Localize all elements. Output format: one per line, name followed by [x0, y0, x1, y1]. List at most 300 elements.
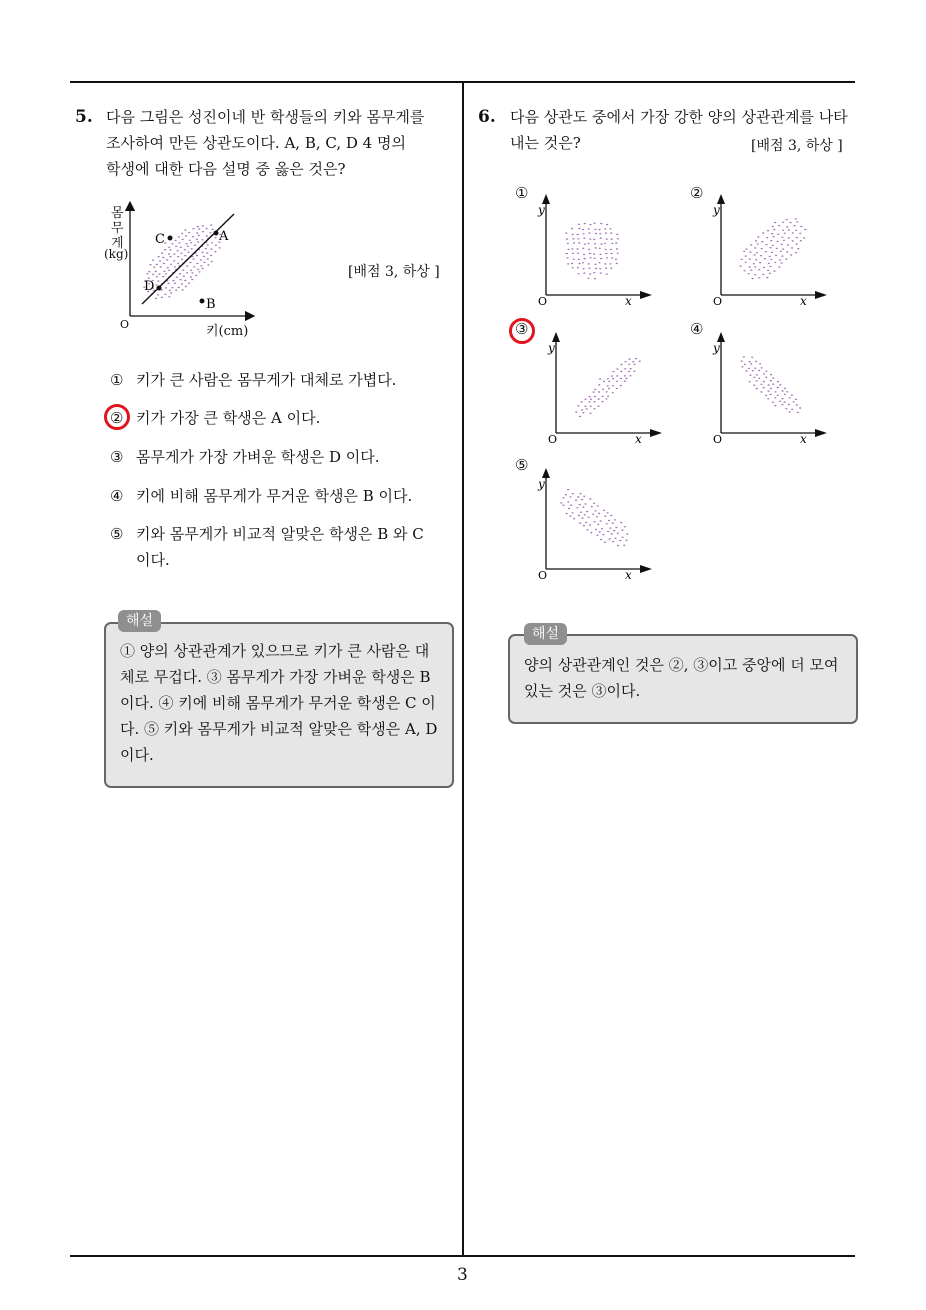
scatter-dot	[620, 378, 622, 379]
q5-option-2-text: 키가 가장 큰 학생은 A 이다.	[136, 409, 321, 427]
scatter-dot	[796, 237, 798, 238]
scatter-dot	[777, 395, 779, 396]
scatter-dot	[632, 361, 634, 362]
scatter-dot	[775, 255, 777, 256]
scatter-dot	[196, 232, 198, 233]
scatter-dot	[177, 256, 179, 257]
scatter-dot	[792, 232, 794, 233]
scatter-dot	[583, 496, 585, 497]
point-d-label: D	[144, 279, 155, 294]
scatter-dot	[575, 500, 577, 501]
scatter-dot	[584, 406, 586, 407]
q6-graph1-origin: O	[538, 295, 548, 307]
q6-graph2-mark: ②	[690, 184, 704, 202]
scatter-dot	[158, 273, 160, 274]
scatter-dot	[633, 371, 635, 372]
scatter-dot	[763, 381, 765, 382]
scatter-dot	[171, 287, 173, 288]
scatter-dot	[612, 385, 614, 386]
scatter-dot	[577, 273, 579, 274]
scatter-dot	[767, 230, 769, 231]
scatter-dot	[771, 233, 773, 234]
scatter-dot	[749, 266, 751, 267]
q6-graph2-origin: O	[713, 295, 723, 307]
scatter-dot	[626, 540, 628, 541]
scatter-dot	[609, 228, 611, 229]
scatter-dot	[781, 262, 783, 263]
scatter-dot	[635, 358, 637, 359]
scatter-dot	[598, 391, 600, 392]
scatter-dot	[566, 513, 568, 514]
scatter-dot	[753, 254, 755, 255]
scatter-dot	[749, 258, 751, 259]
scatter-dot	[795, 230, 797, 231]
q5-explanation-tab: 해설	[118, 610, 161, 632]
q6-graph3-x-label: x	[635, 432, 642, 445]
scatter-dot	[594, 243, 596, 244]
scatter-dot	[782, 230, 784, 231]
q5-number: 5.	[75, 107, 93, 127]
scatter-dot	[792, 240, 794, 241]
scatter-dot	[770, 388, 772, 389]
q6-explanation-line2: 있는 것은 ③이다.	[524, 682, 641, 700]
scatter-dot	[191, 272, 193, 273]
scatter-dot	[607, 531, 609, 532]
scatter-dot	[201, 239, 203, 240]
scatter-dot	[599, 378, 601, 379]
scatter-dot	[600, 237, 602, 238]
scatter-dot	[198, 228, 200, 229]
scatter-dot	[799, 233, 801, 234]
scatter-dot	[779, 401, 781, 402]
scatter-dot	[609, 263, 611, 264]
scatter-dot	[624, 381, 626, 382]
scatter-dot	[769, 247, 771, 248]
scatter-dot	[596, 535, 598, 536]
scatter-dot	[200, 265, 202, 266]
scatter-dot	[781, 244, 783, 245]
scatter-dot	[609, 527, 611, 528]
scatter-dot	[624, 526, 626, 527]
scatter-dot	[621, 537, 623, 538]
scatter-dot	[581, 499, 583, 500]
scatter-dot	[594, 389, 596, 390]
scatter-dot	[797, 412, 799, 413]
scatter-dot	[777, 387, 779, 388]
scatter-dot	[587, 278, 589, 279]
scatter-dot	[183, 276, 185, 277]
scatter-dot	[596, 516, 598, 517]
scatter-dot	[770, 240, 772, 241]
scatter-dot	[754, 266, 756, 267]
scatter-dot	[197, 226, 199, 227]
scatter-dot	[607, 512, 609, 513]
scatter-dot	[211, 248, 213, 249]
scatter-dot	[588, 232, 590, 233]
bottom-rule	[70, 1255, 855, 1257]
scatter-dot	[161, 297, 163, 298]
scatter-dot	[606, 523, 608, 524]
scatter-dot	[771, 252, 773, 253]
scatter-dot	[781, 398, 783, 399]
scatter-dot	[785, 408, 787, 409]
scatter-dot	[190, 242, 192, 243]
scatter-dot	[791, 395, 793, 396]
scatter-dot	[762, 274, 764, 275]
scatter-dot	[605, 249, 607, 250]
scatter-dot	[760, 391, 762, 392]
scatter-dot	[600, 243, 602, 244]
scatter-dot	[758, 269, 760, 270]
scatter-dot	[745, 255, 747, 256]
q5-option-1[interactable]	[110, 367, 396, 393]
scatter-dot	[184, 249, 186, 250]
scatter-dot	[157, 294, 159, 295]
scatter-dot	[585, 522, 587, 523]
scatter-dot	[741, 259, 743, 260]
scatter-dot	[749, 361, 751, 362]
scatter-dot	[612, 392, 614, 393]
scatter-dot	[177, 263, 179, 264]
scatter-dot	[774, 391, 776, 392]
scatter-dot	[169, 256, 171, 257]
scatter-dot	[610, 232, 612, 233]
q5-text-line1: 다음 그림은 성진이네 반 학생들의 키와 몸무게를	[106, 108, 425, 126]
scatter-dot	[769, 256, 771, 257]
scatter-dot	[583, 237, 585, 238]
scatter-dot	[628, 358, 630, 359]
scatter-dot	[165, 287, 167, 288]
scatter-dot	[610, 253, 612, 254]
scatter-dot	[788, 229, 790, 230]
scatter-dot	[758, 370, 760, 371]
scatter-dot	[590, 532, 592, 533]
scatter-dot	[611, 238, 613, 239]
scatter-dot	[198, 271, 200, 272]
q5-option-5[interactable]	[110, 521, 424, 547]
scatter-dot	[605, 253, 607, 254]
scatter-dot	[620, 522, 622, 523]
scatter-dot	[568, 508, 570, 509]
scatter-dot	[784, 233, 786, 234]
scatter-dot	[179, 273, 181, 274]
scatter-dot	[617, 545, 619, 546]
scatter-dot	[560, 502, 562, 503]
scatter-dot	[607, 396, 609, 397]
scatter-dot	[743, 356, 745, 357]
scatter-dot	[753, 263, 755, 264]
scatter-dot	[196, 239, 198, 240]
scatter-dot	[572, 493, 574, 494]
scatter-dot	[593, 391, 595, 392]
scatter-dot	[790, 222, 792, 223]
scatter-dot	[173, 253, 175, 254]
q5-option-2[interactable]	[110, 405, 320, 431]
scatter-dot	[791, 409, 793, 410]
scatter-dot	[181, 283, 183, 284]
scatter-dot	[193, 266, 195, 267]
scatter-dot	[785, 258, 787, 259]
scatter-dot	[210, 224, 212, 225]
q5-option-3-mark: ③	[110, 448, 124, 466]
scatter-dot	[577, 253, 579, 254]
q6-graph2-x-label: x	[800, 294, 807, 307]
scatter-dot	[589, 273, 591, 274]
scatter-dot	[612, 541, 614, 542]
scatter-dot	[750, 363, 752, 364]
scatter-dot	[607, 385, 609, 386]
q6-graph5-mark: ⑤	[515, 456, 529, 474]
scatter-dot	[184, 229, 186, 230]
scatter-dot	[796, 221, 798, 222]
q5-y-label-1: 몸	[111, 206, 124, 221]
scatter-dot	[624, 375, 626, 376]
scatter-dot	[755, 361, 757, 362]
scatter-dot	[188, 282, 190, 283]
scatter-dot	[772, 226, 774, 227]
scatter-dot	[770, 374, 772, 375]
scatter-dot	[175, 290, 177, 291]
scatter-dot	[761, 248, 763, 249]
scatter-dot	[793, 401, 795, 402]
q5-option-4-mark: ④	[110, 487, 124, 505]
scatter-dot	[146, 273, 148, 274]
scatter-dot	[607, 378, 609, 379]
scatter-dot	[804, 229, 806, 230]
scatter-dot	[566, 238, 568, 239]
scatter-dot	[189, 262, 191, 263]
scatter-dot	[778, 225, 780, 226]
scatter-dot	[215, 245, 217, 246]
q5-option-3[interactable]	[110, 444, 380, 470]
scatter-dot	[763, 267, 765, 268]
scatter-dot	[606, 224, 608, 225]
scatter-dot	[567, 501, 569, 502]
scatter-dot	[620, 364, 622, 365]
q5-option-5-text: 키와 몸무게가 비교적 알맞은 학생은 B 와 C	[136, 525, 424, 543]
scatter-dot	[178, 287, 180, 288]
scatter-dot	[787, 244, 789, 245]
scatter-dot	[572, 238, 574, 239]
q6-graph5-x-label: x	[625, 568, 632, 581]
scatter-dot	[774, 262, 776, 263]
scatter-dot	[626, 533, 628, 534]
scatter-dot	[181, 259, 183, 260]
scatter-dot	[639, 361, 641, 362]
scatter-dot	[188, 232, 190, 233]
scatter-dot	[588, 249, 590, 250]
scatter-dot	[750, 244, 752, 245]
scatter-dot	[745, 262, 747, 263]
scatter-dot	[202, 225, 204, 226]
q6-graph1	[536, 192, 656, 307]
scatter-dot	[773, 236, 775, 237]
q5-option-1-mark: ①	[110, 371, 124, 389]
scatter-dot	[589, 257, 591, 258]
scatter-dot	[762, 232, 764, 233]
scatter-dot	[581, 401, 583, 402]
scatter-dot	[166, 259, 168, 260]
scatter-dot	[587, 517, 589, 518]
scatter-dot	[795, 218, 797, 219]
scatter-dot	[613, 530, 615, 531]
scatter-dot	[768, 384, 770, 385]
scatter-dot	[162, 257, 164, 258]
scatter-dot	[210, 255, 212, 256]
scatter-dot	[584, 243, 586, 244]
scatter-dot	[784, 388, 786, 389]
scatter-dot	[766, 237, 768, 238]
scatter-dot	[573, 518, 575, 519]
point-c	[168, 236, 173, 241]
scatter-dot	[760, 255, 762, 256]
scatter-dot	[602, 396, 604, 397]
scatter-dot	[572, 512, 574, 513]
scatter-dot	[600, 258, 602, 259]
scatter-dot	[589, 396, 591, 397]
q6-graph2-y-label: y	[713, 203, 720, 217]
scatter-dot	[796, 243, 798, 244]
scatter-dot	[599, 254, 601, 255]
scatter-dot	[754, 247, 756, 248]
scatter-dot	[624, 368, 626, 369]
scatter-dot	[602, 389, 604, 390]
scatter-dot	[579, 504, 581, 505]
q5-y-label-3: 게	[111, 236, 124, 251]
scatter-dot	[616, 263, 618, 264]
scatter-dot	[594, 510, 596, 511]
scatter-dot	[588, 263, 590, 264]
scatter-dot	[600, 539, 602, 540]
scatter-dot	[604, 263, 606, 264]
scatter-dot	[764, 258, 766, 259]
scatter-dot	[159, 260, 161, 261]
scatter-dot	[614, 538, 616, 539]
q5-x-label: 키(cm)	[206, 324, 249, 339]
scatter-dot	[615, 259, 617, 260]
scatter-dot	[777, 381, 779, 382]
scatter-dot	[610, 515, 612, 516]
scatter-dot	[772, 384, 774, 385]
scatter-dot	[170, 264, 172, 265]
scatter-dot	[616, 248, 618, 249]
scatter-dot	[599, 268, 601, 269]
q6-graph4-y-label: y	[713, 341, 720, 355]
scatter-dot	[786, 219, 788, 220]
scatter-dot	[163, 263, 165, 264]
scatter-dot	[579, 522, 581, 523]
q5-option-4-text: 키에 비해 몸무게가 무거운 학생은 B 이다.	[136, 487, 413, 505]
scatter-dot	[194, 245, 196, 246]
scatter-dot	[586, 408, 588, 409]
scatter-dot	[763, 387, 765, 388]
scatter-dot	[587, 243, 589, 244]
scatter-dot	[182, 239, 184, 240]
scatter-dot	[195, 275, 197, 276]
scatter-dot	[584, 258, 586, 259]
scatter-dot	[174, 283, 176, 284]
scatter-dot	[621, 529, 623, 530]
scatter-dot	[748, 368, 750, 369]
q5-origin: O	[120, 318, 130, 331]
scatter-dot	[611, 533, 613, 534]
scatter-dot	[780, 251, 782, 252]
scatter-dot	[765, 377, 767, 378]
q6-graph1-x-label: x	[625, 294, 632, 307]
q6-graph3	[546, 330, 666, 445]
point-a-label: A	[219, 229, 229, 244]
scatter-dot	[580, 512, 582, 513]
scatter-dot	[594, 264, 596, 265]
scatter-dot	[601, 401, 603, 402]
scatter-dot	[578, 515, 580, 516]
scatter-dot	[158, 256, 160, 257]
scatter-dot	[768, 263, 770, 264]
q5-option-5-mark: ⑤	[110, 525, 124, 543]
scatter-dot	[600, 520, 602, 521]
scatter-dot	[581, 409, 583, 410]
scatter-dot	[782, 222, 784, 223]
scatter-dot	[616, 381, 618, 382]
scatter-dot	[192, 228, 194, 229]
q6-graph4-mark: ④	[690, 320, 704, 338]
scatter-dot	[604, 515, 606, 516]
scatter-dot	[180, 247, 182, 248]
q5-option-3-text: 몸무게가 가장 가벼운 학생은 D 이다.	[136, 448, 380, 466]
scatter-dot	[169, 249, 171, 250]
q5-option-2-mark: ②	[110, 409, 124, 427]
scatter-dot	[744, 364, 746, 365]
scatter-dot	[570, 505, 572, 506]
scatter-dot	[174, 266, 176, 267]
scatter-dot	[766, 277, 768, 278]
q6-selected-answer-circle	[509, 318, 535, 344]
scatter-dot	[748, 273, 750, 274]
scatter-dot	[187, 246, 189, 247]
scatter-dot	[757, 243, 759, 244]
q5-text-line2: 조사하여 만든 상관도이다. A, B, C, D 4 명의	[106, 134, 406, 152]
scatter-dot	[757, 236, 759, 237]
scatter-dot	[779, 259, 781, 260]
scatter-dot	[197, 269, 199, 270]
scatter-dot	[754, 368, 756, 369]
scatter-dot	[191, 279, 193, 280]
scatter-dot	[610, 249, 612, 250]
scatter-dot	[172, 280, 174, 281]
q6-graph5	[536, 466, 656, 581]
q5-option-4[interactable]	[110, 483, 412, 509]
scatter-dot	[799, 407, 801, 408]
scatter-dot	[620, 385, 622, 386]
scatter-dot	[577, 496, 579, 497]
scatter-dot	[616, 368, 618, 369]
scatter-dot	[207, 258, 209, 259]
scatter-dot	[765, 251, 767, 252]
scatter-dot	[598, 384, 600, 385]
scatter-dot	[756, 380, 758, 381]
scatter-dot	[589, 498, 591, 499]
scatter-dot	[583, 233, 585, 234]
scatter-dot	[571, 263, 573, 264]
scatter-dot	[749, 251, 751, 252]
scatter-dot	[589, 224, 591, 225]
scatter-dot	[152, 260, 154, 261]
scatter-dot	[178, 236, 180, 237]
scatter-dot	[175, 246, 177, 247]
scatter-dot	[616, 388, 618, 389]
scatter-dot	[760, 384, 762, 385]
scatter-dot	[791, 247, 793, 248]
